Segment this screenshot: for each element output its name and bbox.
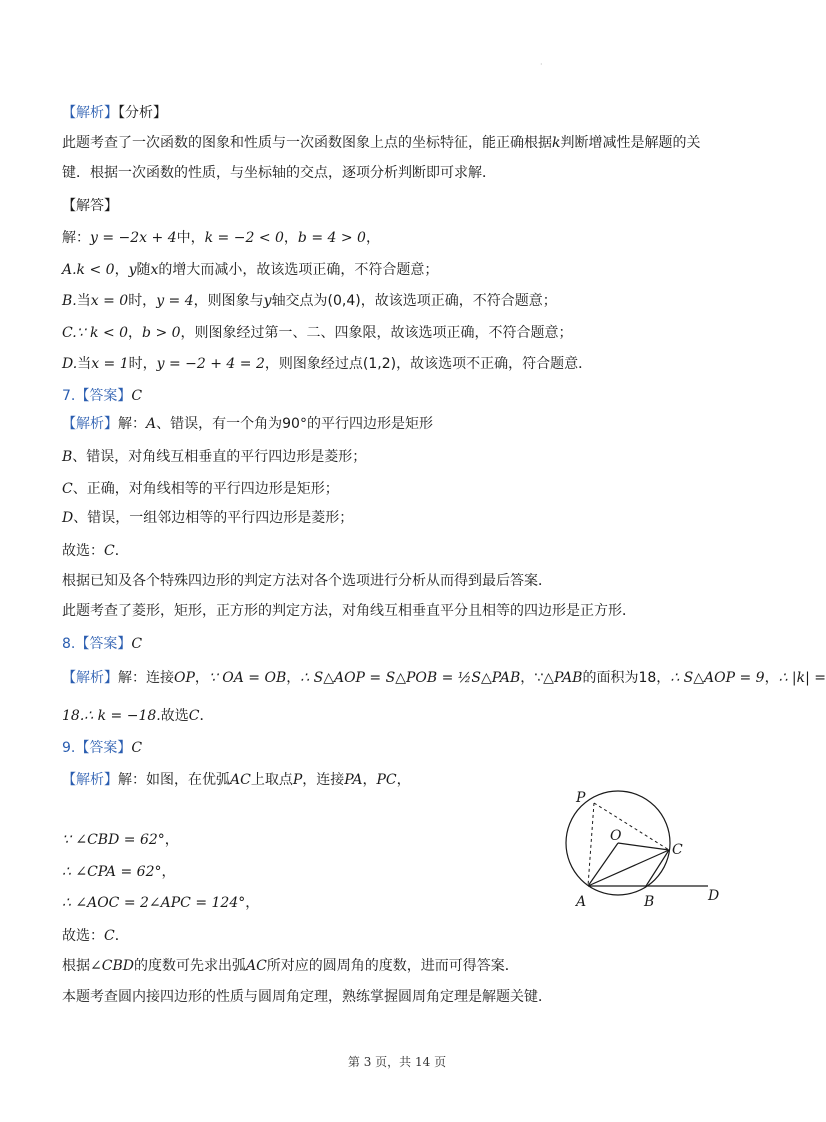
text-segment: 本题考查圆内接四边形的性质与圆周角定理，熟练掌握圆周角定理是解题关键． [62,989,552,1005]
text-segment: y [128,262,137,278]
text-segment: PAB [553,670,583,686]
text-segment: A [146,416,157,432]
text-segment: 7.【答案】 [62,388,132,404]
text-segment: PC [376,772,397,788]
text-segment: 的度数可先求出弧 [133,958,246,974]
text-line [62,103,167,123]
text-segment: 轴交点为(0,4)，故该选项正确，不符合题意； [271,293,557,309]
text-segment: ∵ ∠CBD = 62° [62,832,165,848]
text-segment: C [188,708,200,724]
text-segment: 解： [62,230,90,246]
text-segment: 故选： [62,928,104,944]
text-line [62,987,552,1007]
text-line [62,830,179,850]
text-segment: 根据 [62,958,90,974]
text-segment: ∵ OA = OB [208,670,287,686]
text-segment: 【解析】 [62,772,118,788]
text-line [62,260,438,280]
text-segment: ， [245,895,260,911]
text-segment: ， [365,230,380,246]
text-segment: k [552,135,561,151]
text-segment: 上取点 [250,772,293,788]
text-segment: 【解析】 [62,105,118,121]
text-segment: ， [164,832,179,848]
text-line [62,228,380,248]
text-segment: ∴ ∠CPA = 62° [62,864,162,880]
text-segment: ， [764,670,779,686]
text-segment: b > 0 [142,325,181,341]
text-segment: 所对应的圆周角的度数，进而可得答案． [266,958,519,974]
text-segment: 、错误，一组邻边相等的平行四边形是菱形； [73,510,354,526]
text-line [62,354,592,374]
text-segment: ． [199,708,214,724]
text-segment: x [150,262,159,278]
text-segment: C.∵ k < 0 [62,325,129,341]
text-line [62,862,176,882]
corner-mark: · [540,60,543,69]
text-segment: k = −2 < 0 [204,230,284,246]
text-segment: ，则图象经过第一、二、四象限，故该选项正确，不符合题意； [180,325,573,341]
text-segment: y = 4 [156,293,194,309]
text-segment: 解： [118,416,146,432]
label-p: P [576,790,586,806]
label-d: D [708,888,720,904]
text-segment: 的面积为18， [582,670,671,686]
text-segment: b = 4 > 0 [297,230,366,246]
text-segment: ． [114,543,129,559]
text-segment: C [131,740,143,756]
text-segment: OP [174,670,195,686]
text-segment: B [62,449,73,465]
text-line [62,541,129,561]
text-segment: C [131,388,143,404]
text-line [62,133,700,153]
text-segment: 时， [128,356,157,372]
text-segment: 8.【答案】 [62,636,132,652]
text-segment: ， [286,670,301,686]
text-segment: 中， [176,230,205,246]
text-segment: D. [62,356,78,372]
label-o: O [610,828,622,844]
text-segment: ∴ |k| = [778,670,826,686]
text-segment: 键．根据一次函数的性质，与坐标轴的交点，逐项分析判断即可求解． [62,165,496,181]
text-segment: ， [396,772,411,788]
text-segment: AC [230,772,251,788]
text-segment: 判断增减性是解题的关 [560,135,701,151]
text-segment: 【解析】 [62,670,118,686]
text-line [62,447,366,467]
text-segment: ， [194,670,209,686]
text-line [62,163,496,183]
geometry-figure [558,790,728,920]
text-line [62,414,433,434]
text-segment: ∴ ∠AOC = 2∠APC = 124° [62,895,246,911]
text-segment: 【分析】 [118,105,167,121]
text-segment: C [62,481,73,497]
label-a: A [576,894,587,910]
text-segment: ∠CBD [90,958,134,974]
text-segment: ， [128,325,143,341]
text-segment: D [62,510,74,526]
text-line [62,893,259,913]
text-segment: ∴ S△AOP = S△POB = ½S△PAB [300,670,521,686]
text-segment: x = 1 [91,356,129,372]
text-segment: x = 0 [90,293,129,309]
text-segment: 18.∴ k = −18. [62,708,161,724]
text-segment: ， [362,772,377,788]
text-segment: y = −2 + 4 = 2 [156,356,265,372]
text-segment: ，则图象与 [193,293,264,309]
text-segment: B. [62,293,77,309]
text-segment: C [104,928,115,944]
page-footer: 第 3 页，共 14 页 [347,1055,447,1069]
text-line [62,601,636,621]
text-segment: 随 [136,262,151,278]
text-segment: 故选： [62,543,104,559]
text-line [62,196,118,216]
text-segment: 【解析】 [62,416,118,432]
text-segment: 、错误，有一个角为90°的平行四边形是矩形 [156,416,433,432]
text-segment: C [104,543,115,559]
text-segment: 故选 [160,708,189,724]
text-line [62,668,826,688]
text-line [62,291,557,311]
text-segment: ，∵△ [520,670,554,686]
text-segment: A.k < 0 [62,262,115,278]
text-segment: 解：连接 [118,670,174,686]
text-segment: 的增大而减小，故该选项正确，不符合题意； [158,262,439,278]
text-segment: 时， [128,293,157,309]
text-segment: y = −2x + 4 [90,230,177,246]
text-segment: ， [283,230,298,246]
text-segment: P [292,772,303,788]
text-line [62,479,339,499]
text-segment: 此题考查了菱形，矩形，正方形的判定方法，对角线互相垂直平分且相等的四边形是正方形． [62,603,636,619]
text-segment: ∴ S△AOP = 9 [670,670,765,686]
text-line [62,508,353,528]
text-segment: ，则图象经过点(1,2)，故该选项不正确，符合题意． [264,356,593,372]
text-line [62,738,142,758]
text-segment: ， [161,864,176,880]
text-line [62,770,411,790]
text-line [62,634,142,654]
line-oc [618,843,669,850]
text-line [62,956,519,976]
text-segment: ，连接 [302,772,345,788]
label-b: B [644,894,655,910]
text-segment: C [131,636,143,652]
text-segment: 当 [77,356,92,372]
text-line [62,706,213,726]
text-segment: 、正确，对角线相等的平行四边形是矩形； [72,481,339,497]
text-segment: 解：如图，在优弧 [118,772,230,788]
label-c: C [672,842,683,858]
text-segment: y [263,293,272,309]
text-line [62,323,573,343]
text-segment: 此题考查了一次函数的图象和性质与一次函数图象上点的坐标特征，能正确根据 [62,135,552,151]
text-segment: ． [114,928,129,944]
text-line [62,571,552,591]
text-segment: 根据已知及各个特殊四边形的判定方法对各个选项进行分析从而得到最后答案． [62,573,552,589]
text-segment: 9.【答案】 [62,740,132,756]
text-segment: AC [245,958,267,974]
text-segment: 、错误，对角线互相垂直的平行四边形是菱形； [72,449,367,465]
text-line [62,926,129,946]
text-segment: PA [344,772,363,788]
line-pa-dashed [588,803,594,886]
text-segment: 当 [76,293,91,309]
text-line [62,386,142,406]
text-segment: 【解答】 [62,198,118,214]
text-segment: ， [114,262,129,278]
